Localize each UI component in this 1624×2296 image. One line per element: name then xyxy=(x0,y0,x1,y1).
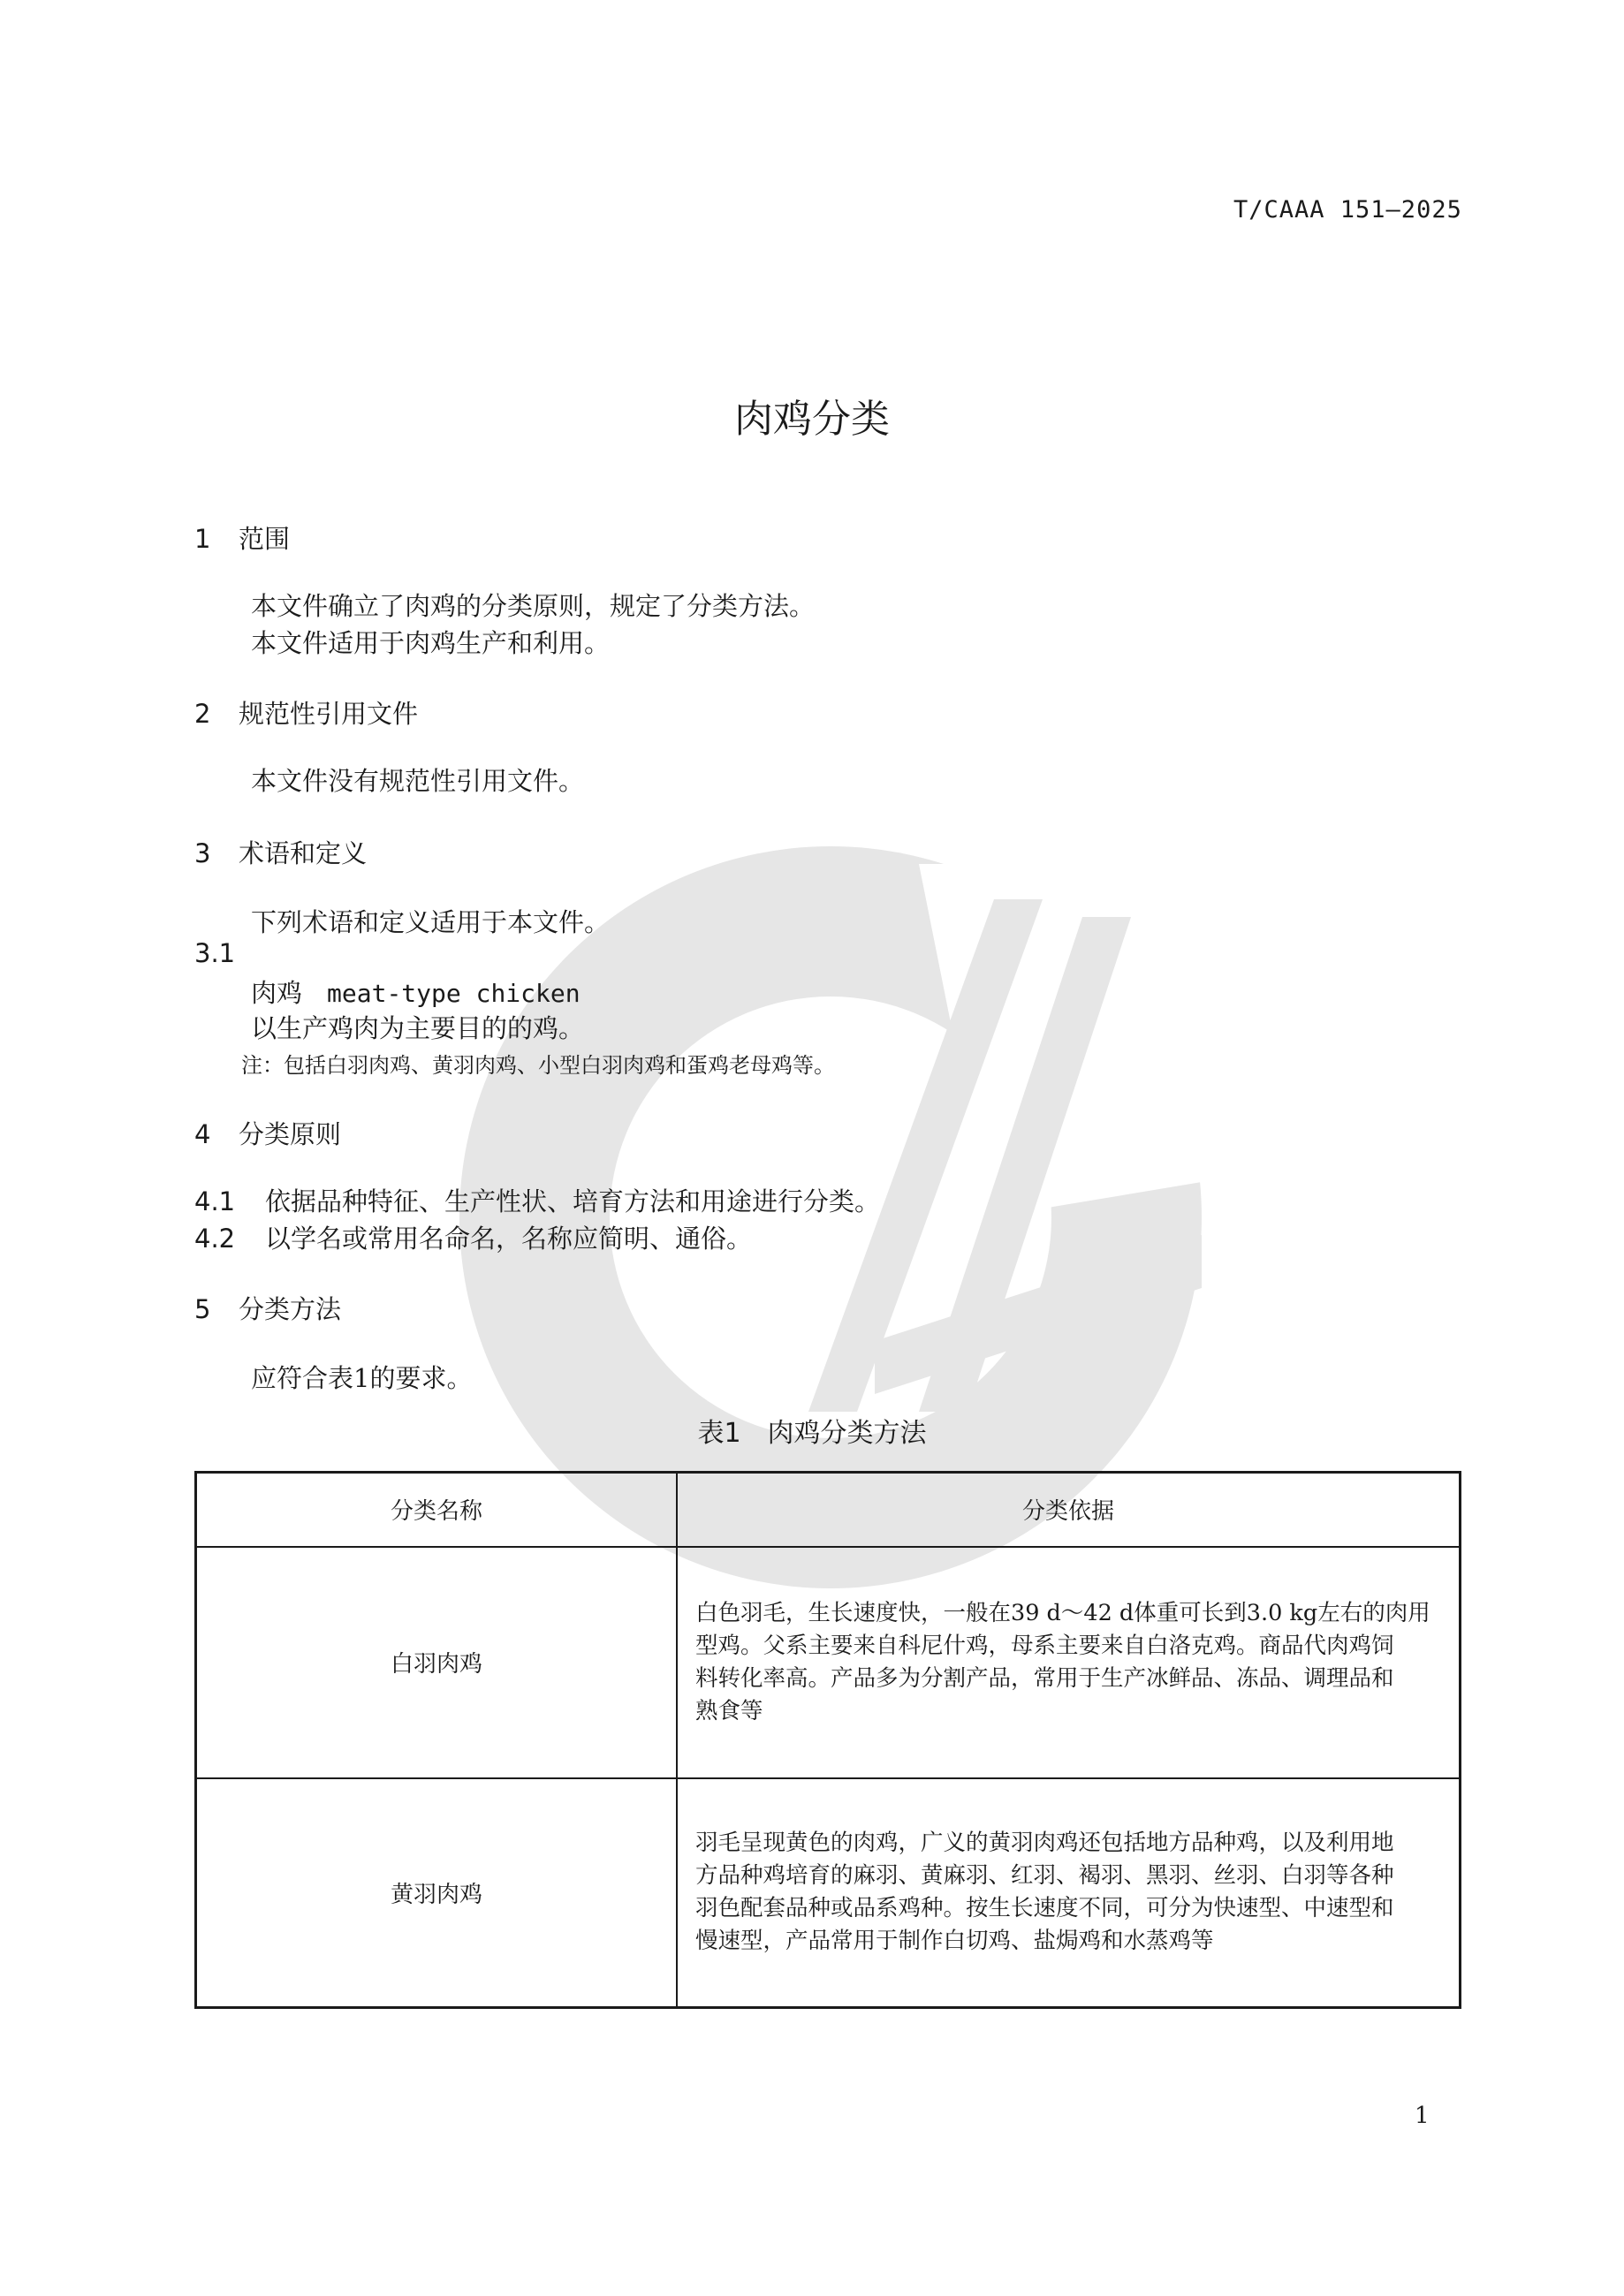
section-title: 范围 xyxy=(239,524,291,554)
section-number: 2 xyxy=(194,699,211,729)
column-header: 分类名称 xyxy=(196,1473,678,1547)
basis-line: 方品种鸡培育的麻羽、黄麻羽、红羽、褐羽、黑羽、丝羽、白羽等各种 xyxy=(695,1862,1394,1890)
paragraph: 下列术语和定义适用于本文件。 xyxy=(251,907,611,937)
section-2-heading xyxy=(194,694,418,731)
term-name-en: meat-type chicken xyxy=(327,979,581,1008)
paragraph: 应符合表1的要求。 xyxy=(251,1363,473,1393)
section-number: 1 xyxy=(194,524,211,554)
term-definition: 以生产鸡肉为主要目的的鸡。 xyxy=(251,1013,585,1043)
table-row xyxy=(196,1547,1461,1778)
page-number: 1 xyxy=(1415,2103,1430,2129)
clause-text: 依据品种特征、生产性状、培育方法和用途进行分类。 xyxy=(265,1186,881,1216)
basis-line: 白色羽毛，生长速度快，一般在39 d～42 d体重可长到3.0 kg左右的肉用 xyxy=(695,1599,1430,1626)
table-header-row xyxy=(196,1473,1461,1547)
section-number: 4 xyxy=(194,1119,211,1149)
clause-number: 4.1 xyxy=(194,1186,236,1216)
standard-code: T/CAAA 151—2025 xyxy=(1233,196,1462,224)
clause-number: 4.2 xyxy=(194,1224,236,1254)
section-title: 规范性引用文件 xyxy=(239,699,419,729)
basis-line: 羽色配套品种或品系鸡种。按生长速度不同，可分为快速型、中速型和 xyxy=(695,1895,1394,1922)
section-5-heading xyxy=(194,1290,341,1326)
basis-line: 慢速型，产品常用于制作白切鸡、盐焗鸡和水蒸鸡等 xyxy=(695,1928,1214,1955)
basis-line: 熟食等 xyxy=(695,1697,763,1724)
classification-table xyxy=(194,1471,1461,2009)
column-header: 分类依据 xyxy=(677,1473,1461,1547)
term-number: 3.1 xyxy=(194,938,236,968)
basis-line: 型鸡。父系主要来自科尼什鸡，母系主要来自白洛克鸡。商品代肉鸡饲 xyxy=(695,1632,1394,1659)
section-number: 3 xyxy=(194,838,211,868)
paragraph: 本文件没有规范性引用文件。 xyxy=(251,766,585,796)
table-row xyxy=(196,1778,1461,2008)
section-title: 分类原则 xyxy=(239,1119,342,1149)
basis-line: 料转化率高。产品多为分割产品，常用于生产冰鲜品、冻品、调理品和 xyxy=(695,1664,1394,1692)
category-basis xyxy=(677,1778,1461,2008)
section-title: 术语和定义 xyxy=(239,838,368,868)
term-name-cn: 肉鸡 xyxy=(251,978,303,1008)
paragraph: 本文件适用于肉鸡生产和利用。 xyxy=(251,628,611,658)
category-name: 白羽肉鸡 xyxy=(196,1547,678,1778)
category-basis xyxy=(677,1547,1461,1778)
basis-line: 羽毛呈现黄色的肉鸡，广义的黄羽肉鸡还包括地方品种鸡，以及利用地 xyxy=(695,1830,1394,1857)
paragraph: 本文件确立了肉鸡的分类原则，规定了分类方法。 xyxy=(251,591,816,621)
section-number: 5 xyxy=(194,1294,211,1324)
document-title: 肉鸡分类 xyxy=(734,397,890,442)
section-title: 分类方法 xyxy=(239,1294,342,1324)
section-4-heading xyxy=(194,1115,341,1151)
category-name: 黄羽肉鸡 xyxy=(196,1778,678,2008)
section-1-heading xyxy=(194,519,290,556)
table-caption: 表1 肉鸡分类方法 xyxy=(697,1418,927,1449)
section-3-heading xyxy=(194,834,367,870)
term-entry xyxy=(251,974,581,1010)
term-note: 注：包括白羽肉鸡、黄羽肉鸡、小型白羽肉鸡和蛋鸡老母鸡等。 xyxy=(241,1053,835,1078)
clause-text: 以学名或常用名命名，名称应简明、通俗。 xyxy=(265,1224,753,1254)
clause-item xyxy=(194,1182,880,1218)
clause-item xyxy=(194,1219,752,1255)
